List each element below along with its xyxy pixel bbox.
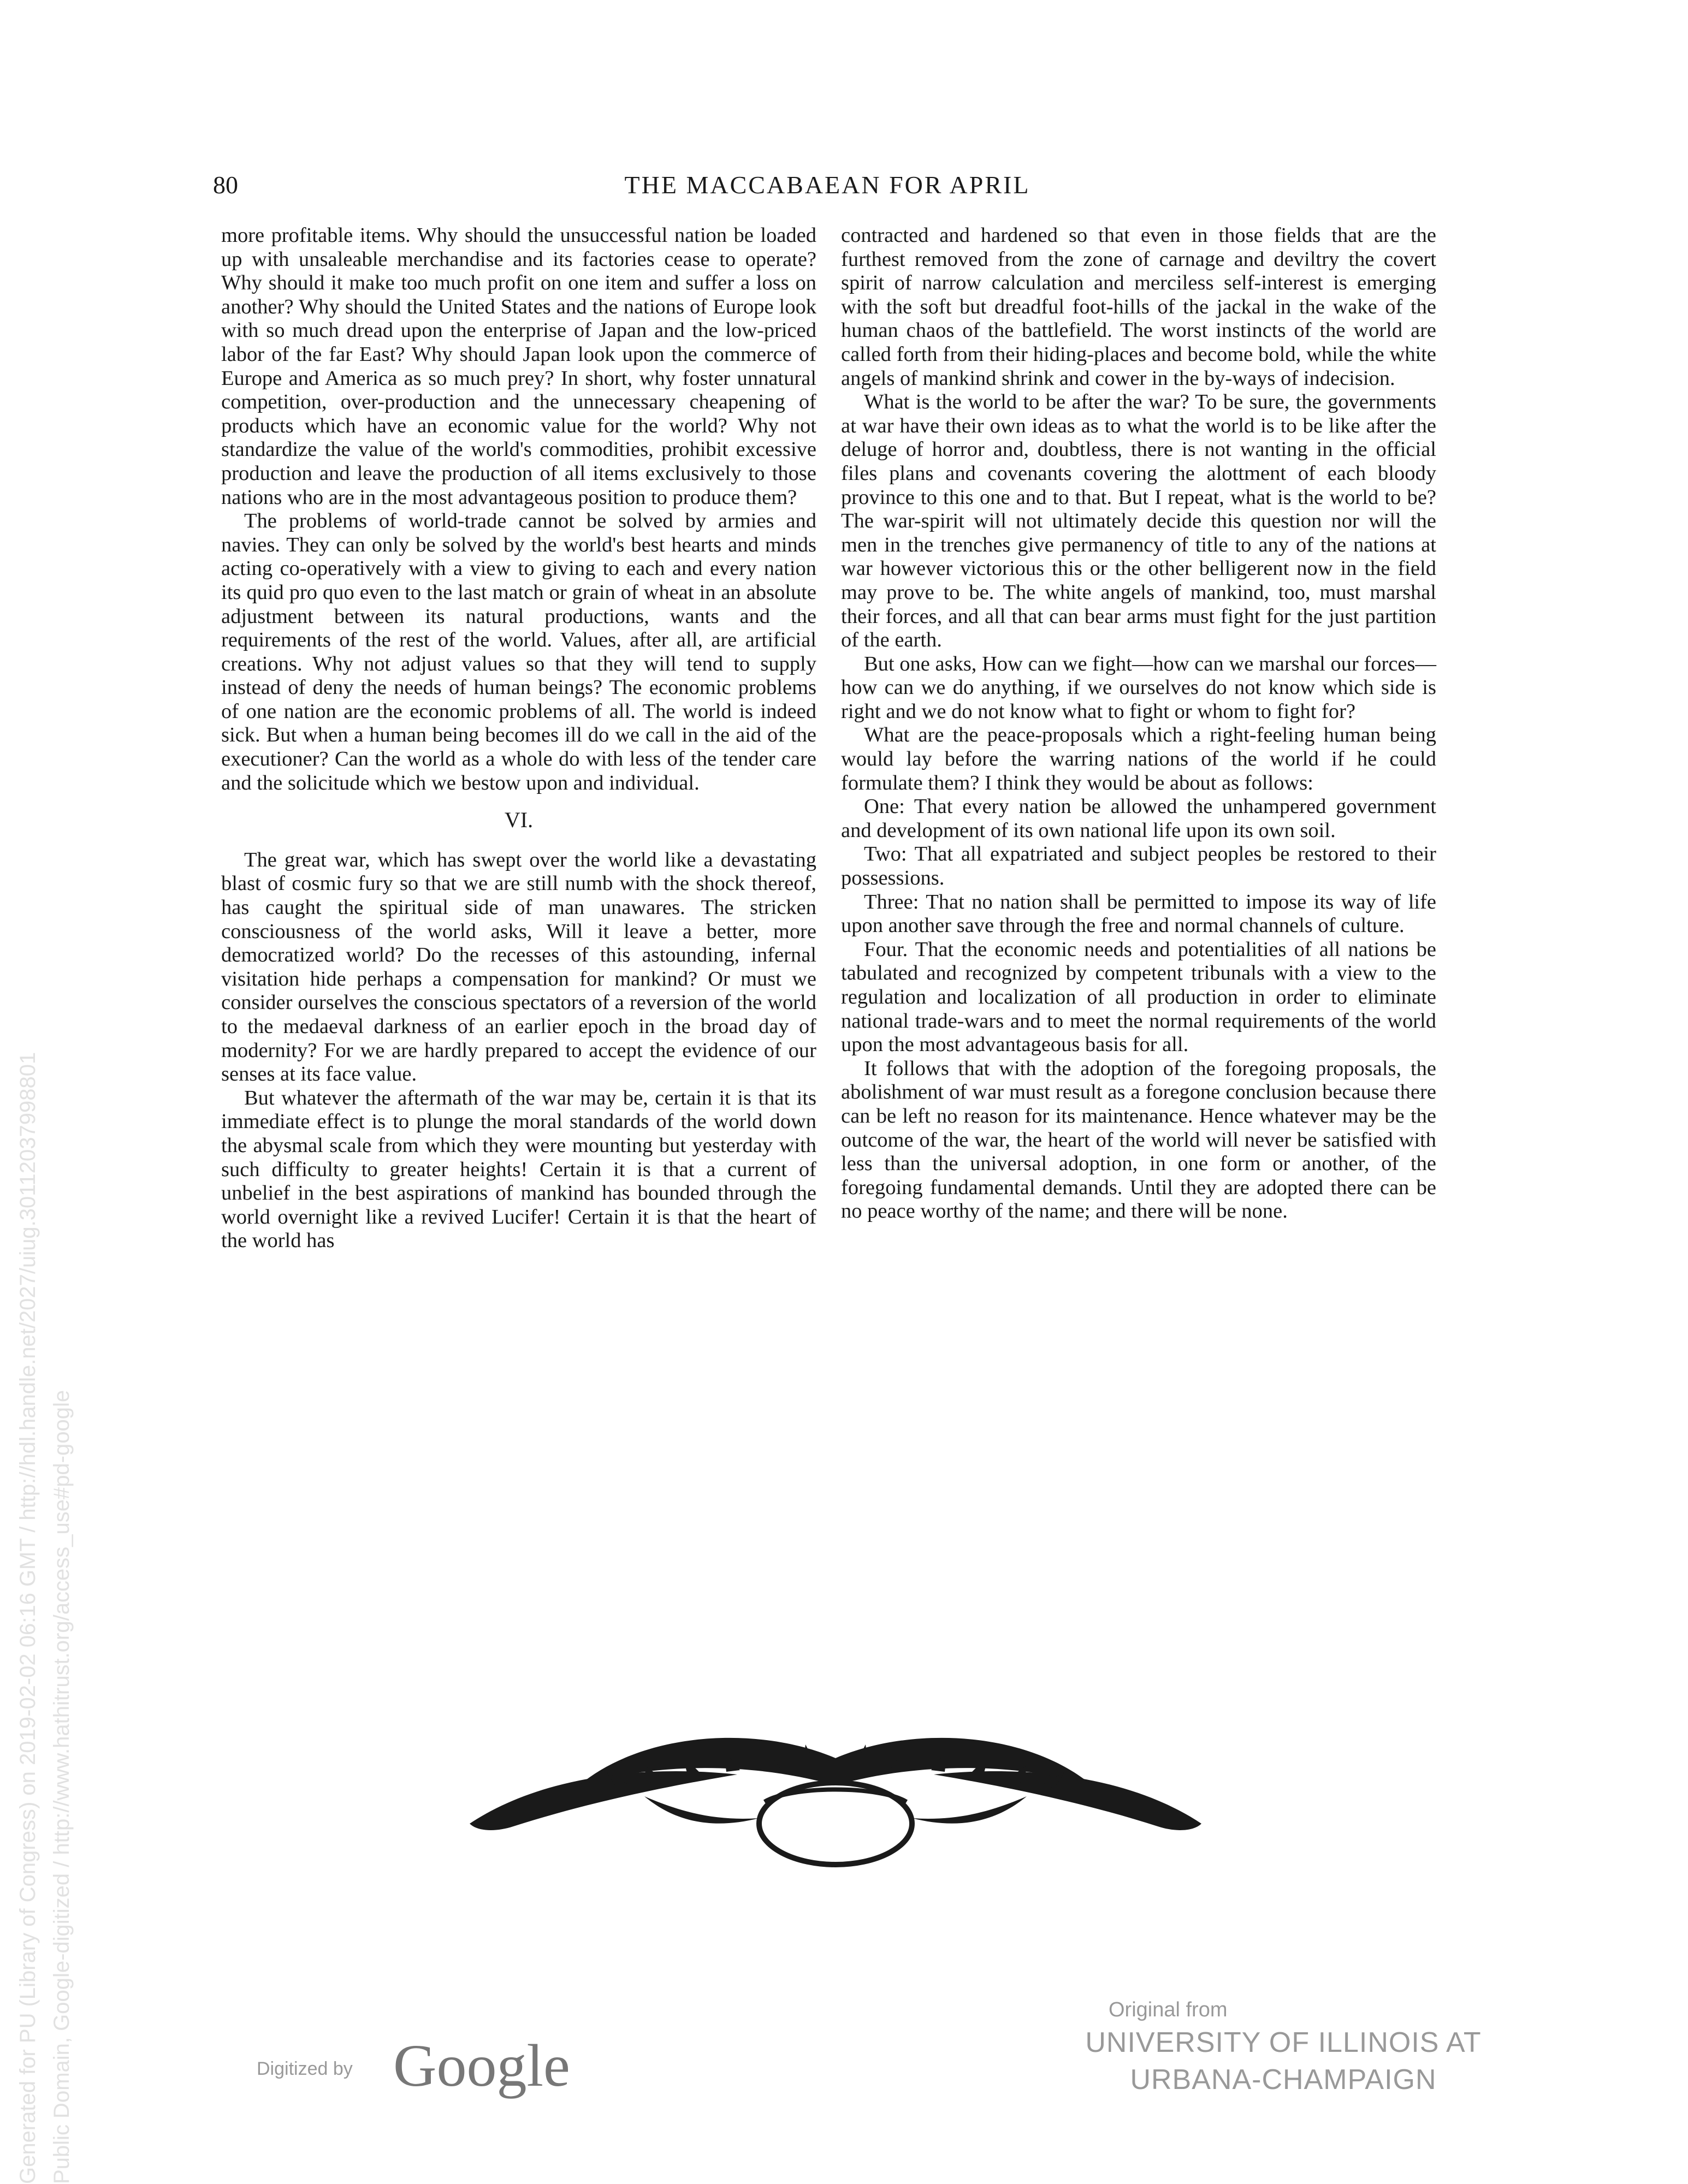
paragraph: Two: That all expatriated and subject peoples be restored to their possessions. — [841, 842, 1436, 890]
paragraph: But one asks, How can we fight—how can we marshal our forces—how can we do anything, if we ourselves do not know which side is right and we do not know what to fight or whom to fight for? — [841, 652, 1436, 723]
original-from-notice — [1038, 1998, 1529, 2096]
public-domain-line: Public Domain, Google-digitized / http://www.hathitrust.org/access_use#pd-google — [50, 1390, 74, 2184]
paragraph: contracted and hardened so that even in those fields that are the furthest removed from the zone of carnage and deviltry the covert spirit of narrow calculation and merciless self-interest is emerging with the soft but dreadful foot-hills of the jackal in the wake of the human chaos of the battlefield. The worst instincts of the world are called forth from their hiding-places and become bold, while the white angels of mankind shrink and cower in the by-ways of indecision. — [841, 224, 1436, 390]
page-number: 80 — [213, 171, 238, 199]
paragraph: Three: That no nation shall be permitted to impose its way of life upon another save through the free and normal channels of culture. — [841, 890, 1436, 937]
left-column — [221, 224, 816, 1253]
university-campus: URBANA-CHAMPAIGN — [1130, 2064, 1437, 2096]
paragraph: Four. That the economic needs and potentialities of all nations be tabulated and recognized by competent tribunals with a view to the regulation and localization of all production in order to eliminate national trade-wars and to meet the normal requirements of the world upon the most advantageous basis for all. — [841, 937, 1436, 1057]
original-from-label: Original from — [1109, 1998, 1228, 2021]
paragraph: more profitable items. Why should the unsuccessful nation be loaded up with unsaleable merchandise and its factories cease to operate? Why should it make too much profit on one item and suffer a loss on another? Why should the United States and the nations of Europe look with so much dread upon the enterprise of Japan and the low-priced labor of the far East? Why should Japan look upon the commerce of Europe and America as so much prey? In short, why foster unnatural competition, over-production and the unnecessary cheapening of products which have an economic value for the world? Why not standardize the value of the world's commodities, prohibit excessive production and leave the production of all items exclusively to those nations who are in the most advantageous position to produce them? — [221, 224, 816, 509]
paragraph: The great war, which has swept over the world like a devastating blast of cosmic fury so that we are still numb with the shock thereof, has caught the spiritual side of man unawares. The stricken consciousness of the world asks, Will it leave a better, more democratized world? Do the recesses of this astounding, infernal visitation hide perhaps a compensation for mankind? Or must we consider ourselves the conscious spectators of a reversion of the world to the medaeval darkness of an earlier epoch in the broad day of modernity? For we are hardly prepared to accept the evidence of our senses at its face value. — [221, 848, 816, 1086]
paragraph: What are the peace-proposals which a right-feeling human being would lay before the warring nations of the world if he could formulate them? I think they would be about as follows: — [841, 723, 1436, 794]
paragraph: It follows that with the adoption of the foregoing proposals, the abolishment of war must result as a foregone conclusion because there can be left no reason for its maintenance. Hence whatever may be the outcome of the war, the heart of the world will never be satisfied with less than the universal adoption, in one form or another, of the foregoing fundamental demands. Until they are adopted there can be no peace worthy of the name; and there will be none. — [841, 1057, 1436, 1223]
paragraph: One: That every nation be allowed the unhampered government and development of its own national life upon its own soil. — [841, 795, 1436, 842]
generated-line: Generated for PU (Library of Congress) on 2019-02-02 06:16 GMT / http://hdl.handle.net/2027/uiug.30112037998801 — [16, 1052, 40, 2184]
paragraph: But whatever the aftermath of the war may be, certain it is that its immediate effect is to plunge the moral standards of the world down the abysmal scale from which they were mounting but yesterday with such difficulty to greater heights! Certain it is that a current of unbelief in the best aspirations of mankind has bounded through the world overnight like a revived Lucifer! Certain it is that the heart of the world has — [221, 1086, 816, 1253]
section-heading: VI. — [504, 808, 534, 833]
digitized-by-label: Digitized by — [257, 2058, 353, 2079]
university-name: UNIVERSITY OF ILLINOIS AT — [1085, 2027, 1482, 2058]
winged-sun-ornament-icon — [453, 1720, 1218, 1884]
page-header — [213, 170, 1442, 203]
google-logo: Google — [393, 2032, 570, 2099]
right-column — [841, 224, 1436, 1224]
paragraph: What is the world to be after the war? To be sure, the governments at war have their own ideas as to what the world is to be like after the deluge of horror and, doubtless, there is not wanting in the official files plans and covenants covering the alottment of each bloody province to this one and to that. But I repeat, what is the world to be? The war-spirit will not ultimately decide this question nor will the men in the trenches give permanency of title to any of the nations at war however victorious this or the other belligerent now in the field may prove to be. The white angels of mankind, too, must marshal their forces, and all that can bear arms must fight for the just partition of the earth. — [841, 390, 1436, 652]
running-title: THE MACCABAEAN FOR APRIL — [624, 171, 1030, 199]
paragraph: The problems of world-trade cannot be solved by armies and navies. They can only be solved by the world's best hearts and minds acting co-operatively with a view to giving to each and every nation its quid pro quo even to the last match or grain of wheat in an absolute adjustment between its natural productions, wants and the requirements of the rest of the world. Values, after all, are artificial creations. Why not adjust values so that they will tend to supply instead of deny the needs of human beings? The economic problems of one nation are the economic problems of all. The world is indeed sick. But when a human being becomes ill do we call in the aid of the executioner? Can the world as a whole do with less of the tender care and the solicitude which we bestow upon and individual. — [221, 509, 816, 794]
hathitrust-side-notice — [11, 1052, 79, 2184]
